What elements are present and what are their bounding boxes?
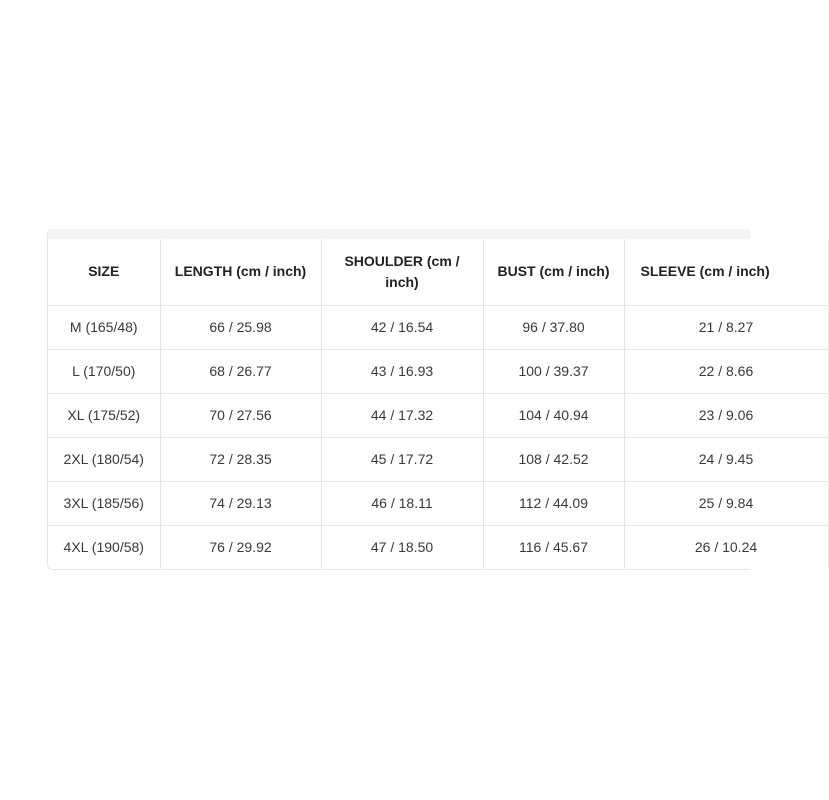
size-chart-container [47, 229, 770, 570]
cell-shoulder: 47 / 18.50 [321, 525, 483, 569]
header-row [48, 239, 828, 305]
cell-length: 76 / 29.92 [160, 525, 321, 569]
cell-shoulder: 44 / 17.32 [321, 393, 483, 437]
header-size: SIZE [48, 239, 160, 305]
cell-bust: 112 / 44.09 [483, 481, 624, 525]
cell-size: XL (175/52) [48, 393, 160, 437]
cell-bust: 104 / 40.94 [483, 393, 624, 437]
cell-bust: 116 / 45.67 [483, 525, 624, 569]
cell-shoulder: 42 / 16.54 [321, 305, 483, 349]
table-top-strip [48, 229, 750, 239]
table-row [48, 305, 828, 349]
cell-sleeve: 25 / 9.84 [624, 481, 828, 525]
cell-length: 70 / 27.56 [160, 393, 321, 437]
table-row [48, 481, 828, 525]
cell-bust: 108 / 42.52 [483, 437, 624, 481]
cell-length: 74 / 29.13 [160, 481, 321, 525]
header-bust: BUST (cm / inch) [483, 239, 624, 305]
cell-bust: 96 / 37.80 [483, 305, 624, 349]
header-shoulder: SHOULDER (cm / inch) [321, 239, 483, 305]
cell-shoulder: 46 / 18.11 [321, 481, 483, 525]
cell-length: 68 / 26.77 [160, 349, 321, 393]
table-row [48, 393, 828, 437]
cell-shoulder: 45 / 17.72 [321, 437, 483, 481]
size-chart-table [48, 239, 829, 569]
table-row [48, 525, 828, 569]
cell-sleeve: 23 / 9.06 [624, 393, 828, 437]
cell-sleeve: 21 / 8.27 [624, 305, 828, 349]
cell-length: 66 / 25.98 [160, 305, 321, 349]
cell-size: L (170/50) [48, 349, 160, 393]
cell-sleeve: 26 / 10.24 [624, 525, 828, 569]
table-row [48, 437, 828, 481]
header-sleeve: SLEEVE (cm / inch) [624, 239, 828, 305]
cell-size: M (165/48) [48, 305, 160, 349]
cell-bust: 100 / 39.37 [483, 349, 624, 393]
cell-size: 2XL (180/54) [48, 437, 160, 481]
cell-sleeve: 24 / 9.45 [624, 437, 828, 481]
cell-size: 4XL (190/58) [48, 525, 160, 569]
cell-shoulder: 43 / 16.93 [321, 349, 483, 393]
cell-length: 72 / 28.35 [160, 437, 321, 481]
cell-sleeve: 22 / 8.66 [624, 349, 828, 393]
header-length: LENGTH (cm / inch) [160, 239, 321, 305]
cell-size: 3XL (185/56) [48, 481, 160, 525]
table-row [48, 349, 828, 393]
